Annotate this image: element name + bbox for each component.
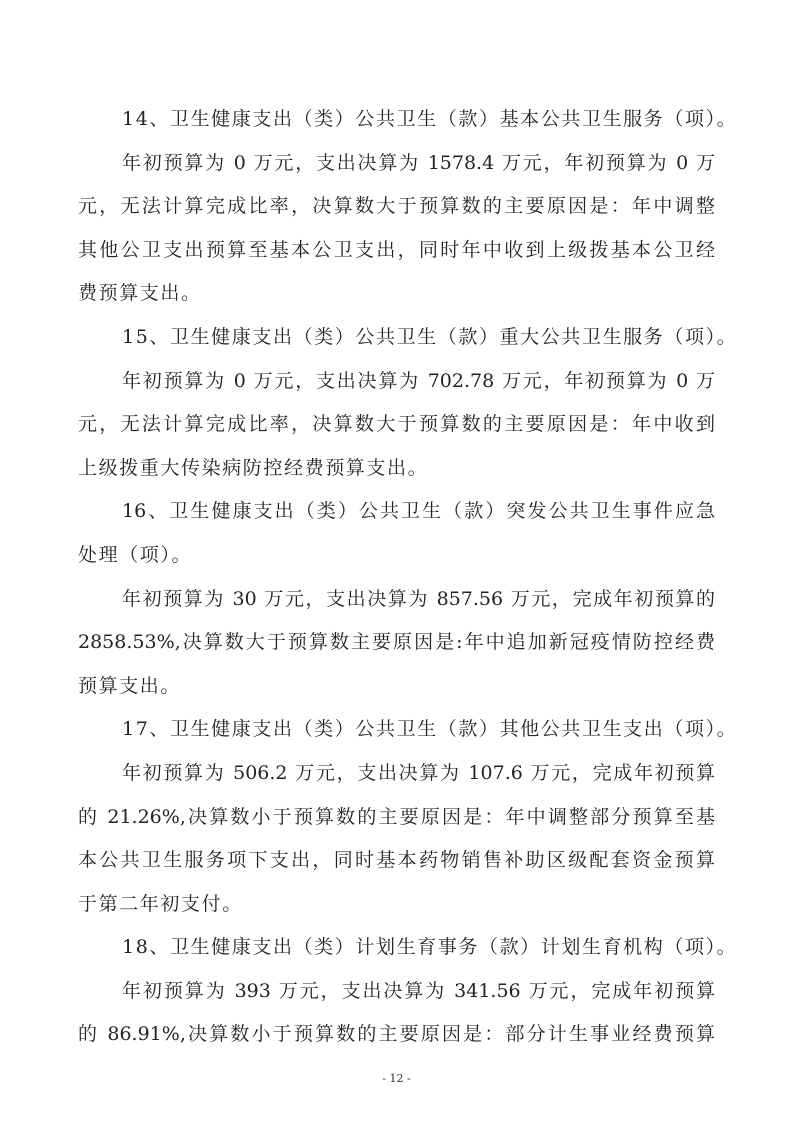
paragraph bbox=[78, 752, 715, 926]
text-line: 的 21.26%,决算数小于预算数的主要原因是：年中调整部分预算至基 bbox=[78, 805, 715, 828]
paragraph bbox=[78, 316, 738, 360]
text-line: 本公共卫生服务项下支出，同时基本药物销售补助区级配套资金预算 bbox=[78, 849, 715, 872]
page-number: - 12 - bbox=[382, 1072, 411, 1085]
text-line: 上级拨重大传染病防控经费预算支出。 bbox=[78, 456, 429, 479]
text-line: 年初预算为 393 万元，支出决算为 341.56 万元，完成年初预算 bbox=[122, 979, 715, 1002]
text-line: 元，无法计算完成比率，决算数大于预算数的主要原因是：年中调整 bbox=[78, 195, 715, 218]
text-line: 16、卫生健康支出（类）公共卫生（款）突发公共卫生事件应急 bbox=[122, 500, 715, 523]
text-line: 处理（项）。 bbox=[78, 543, 193, 566]
text-line: 预算支出。 bbox=[78, 674, 182, 697]
paragraph bbox=[78, 970, 715, 1057]
text-line: 于第二年初支付。 bbox=[78, 892, 243, 915]
text-line: 2858.53%,决算数大于预算数主要原因是:年中追加新冠疫情防控经费 bbox=[78, 631, 715, 654]
text-line: 费预算支出。 bbox=[78, 282, 202, 305]
text-line: 14、卫生健康支出（类）公共卫生（款）基本公共卫生服务（项）。 bbox=[122, 108, 738, 130]
text-line: 18、卫生健康支出（类）计划生育事务（款）计划生育机构（项）。 bbox=[122, 936, 738, 959]
paragraph bbox=[78, 490, 715, 577]
paragraph bbox=[78, 708, 738, 752]
paragraph bbox=[78, 926, 738, 970]
text-line: 年初预算为 0 万元，支出决算为 1578.4 万元，年初预算为 0 万 bbox=[122, 151, 715, 174]
text-line: 的 86.91%,决算数小于预算数的主要原因是：部分计生事业经费预算 bbox=[78, 1023, 715, 1046]
text-line: 元，无法计算完成比率，决算数大于预算数的主要原因是：年中收到 bbox=[78, 413, 715, 436]
document-body bbox=[78, 98, 738, 1057]
paragraph bbox=[78, 142, 715, 316]
paragraph bbox=[78, 578, 715, 709]
text-line: 其他公卫支出预算至基本公卫支出，同时年中收到上级拨基本公卫经 bbox=[78, 238, 715, 261]
paragraph bbox=[78, 360, 715, 491]
text-line: 15、卫生健康支出（类）公共卫生（款）重大公共卫生服务（项）。 bbox=[122, 325, 738, 348]
paragraph bbox=[78, 98, 738, 142]
text-line: 年初预算为 0 万元，支出决算为 702.78 万元，年初预算为 0 万 bbox=[122, 369, 715, 392]
text-line: 年初预算为 506.2 万元，支出决算为 107.6 万元，完成年初预算 bbox=[122, 761, 715, 784]
text-line: 17、卫生健康支出（类）公共卫生（款）其他公共卫生支出（项）。 bbox=[122, 718, 738, 741]
text-line: 年初预算为 30 万元，支出决算为 857.56 万元，完成年初预算的 bbox=[122, 587, 715, 610]
